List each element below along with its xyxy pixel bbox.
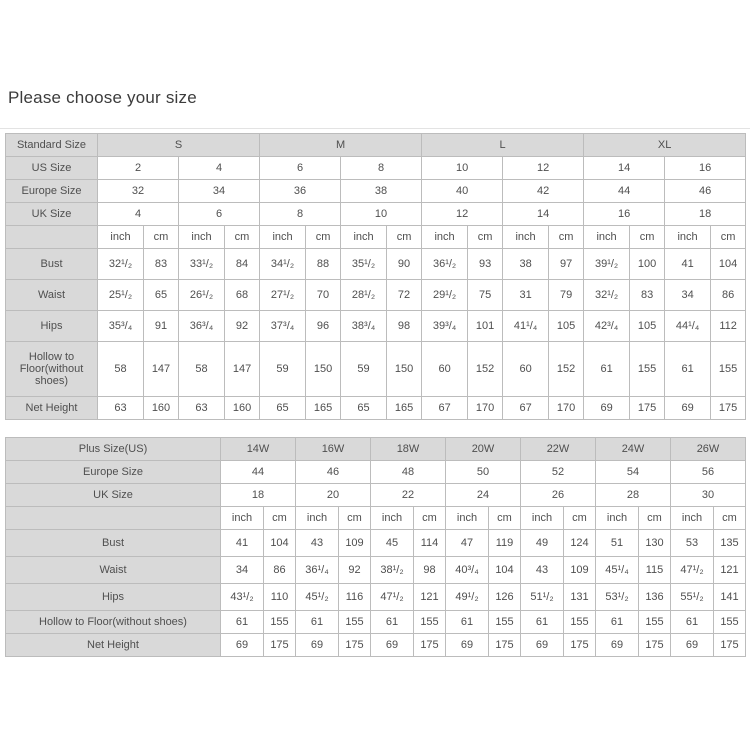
size-value-cell: 24 xyxy=(446,484,521,507)
size-value-cell: 34 xyxy=(179,180,260,203)
measurement-cell: 155 xyxy=(714,611,746,634)
size-value-cell: 44 xyxy=(221,461,296,484)
measurement-cell: 45 xyxy=(371,530,414,557)
measurement-cell: 98 xyxy=(387,311,422,342)
size-value-cell: 28 xyxy=(596,484,671,507)
size-value-cell: 20 xyxy=(296,484,371,507)
measurement-cell: 130 xyxy=(639,530,671,557)
measurement-cell: 97 xyxy=(549,249,584,280)
measurement-cell: 70 xyxy=(306,280,341,311)
measurement-cell: 61 xyxy=(446,611,489,634)
measurement-cell: 90 xyxy=(387,249,422,280)
measurement-cell: 83 xyxy=(630,280,665,311)
measurement-cell: 28¹/₂ xyxy=(341,280,387,311)
size-group-cell: XL xyxy=(584,134,746,157)
unit-inch-cell: inch xyxy=(446,507,489,530)
unit-inch-cell: inch xyxy=(596,507,639,530)
measurement-cell: 112 xyxy=(711,311,746,342)
measurement-cell: 63 xyxy=(179,397,225,420)
measurement-cell: 105 xyxy=(630,311,665,342)
measurement-cell: 25¹/₂ xyxy=(98,280,144,311)
measurement-cell: 69 xyxy=(221,634,264,657)
unit-inch-cell: inch xyxy=(341,226,387,249)
measurement-cell: 104 xyxy=(264,530,296,557)
measurement-cell: 39¹/₂ xyxy=(584,249,630,280)
measurement-cell: 65 xyxy=(260,397,306,420)
table-row xyxy=(6,249,746,280)
row-label-cell: Bust xyxy=(6,249,98,280)
unit-inch-cell: inch xyxy=(179,226,225,249)
row-label-cell: Hips xyxy=(6,311,98,342)
table-row xyxy=(6,530,746,557)
size-value-cell: 18 xyxy=(665,203,746,226)
measurement-cell: 61 xyxy=(665,342,711,397)
measurement-cell: 83 xyxy=(144,249,179,280)
measurement-cell: 53 xyxy=(671,530,714,557)
measurement-cell: 58 xyxy=(179,342,225,397)
measurement-cell: 109 xyxy=(564,557,596,584)
measurement-cell: 92 xyxy=(339,557,371,584)
table-row xyxy=(6,157,746,180)
measurement-cell: 26¹/₂ xyxy=(179,280,225,311)
measurement-cell: 150 xyxy=(387,342,422,397)
measurement-cell: 135 xyxy=(714,530,746,557)
measurement-cell: 38³/₄ xyxy=(341,311,387,342)
measurement-cell: 175 xyxy=(630,397,665,420)
unit-cm-cell: cm xyxy=(339,507,371,530)
size-value-cell: 10 xyxy=(341,203,422,226)
measurement-cell: 175 xyxy=(339,634,371,657)
size-value-cell: 6 xyxy=(179,203,260,226)
row-label-cell: Europe Size xyxy=(6,180,98,203)
measurement-cell: 36¹/₂ xyxy=(422,249,468,280)
measurement-cell: 67 xyxy=(422,397,468,420)
measurement-cell: 72 xyxy=(387,280,422,311)
standard-size-table-container xyxy=(5,133,746,420)
measurement-cell: 55¹/₂ xyxy=(671,584,714,611)
unit-cm-cell: cm xyxy=(714,507,746,530)
size-value-cell: 12 xyxy=(503,157,584,180)
measurement-cell: 126 xyxy=(489,584,521,611)
measurement-cell: 69 xyxy=(521,634,564,657)
measurement-cell: 141 xyxy=(714,584,746,611)
measurement-cell: 59 xyxy=(260,342,306,397)
measurement-cell: 43¹/₂ xyxy=(221,584,264,611)
measurement-cell: 104 xyxy=(489,557,521,584)
size-group-cell: 24W xyxy=(596,438,671,461)
measurement-cell: 38¹/₂ xyxy=(371,557,414,584)
unit-cm-cell: cm xyxy=(711,226,746,249)
size-group-cell: 14W xyxy=(221,438,296,461)
measurement-cell: 92 xyxy=(225,311,260,342)
unit-cm-cell: cm xyxy=(468,226,503,249)
table-row xyxy=(6,507,746,530)
measurement-cell: 47 xyxy=(446,530,489,557)
measurement-cell: 42³/₄ xyxy=(584,311,630,342)
row-label-cell: Waist xyxy=(6,280,98,311)
size-group-cell: 20W xyxy=(446,438,521,461)
size-value-cell: 6 xyxy=(260,157,341,180)
measurement-cell: 105 xyxy=(549,311,584,342)
measurement-cell: 41¹/₄ xyxy=(503,311,549,342)
size-value-cell: 4 xyxy=(98,203,179,226)
table-row xyxy=(6,557,746,584)
measurement-cell: 86 xyxy=(711,280,746,311)
size-value-cell: 16 xyxy=(665,157,746,180)
measurement-cell: 155 xyxy=(489,611,521,634)
measurement-cell: 41 xyxy=(665,249,711,280)
measurement-cell: 47¹/₂ xyxy=(371,584,414,611)
size-value-cell: 4 xyxy=(179,157,260,180)
measurement-cell: 35³/₄ xyxy=(98,311,144,342)
measurement-cell: 98 xyxy=(414,557,446,584)
table-row xyxy=(6,461,746,484)
measurement-cell: 175 xyxy=(264,634,296,657)
measurement-cell: 32¹/₂ xyxy=(98,249,144,280)
unit-cm-cell: cm xyxy=(387,226,422,249)
unit-inch-cell: inch xyxy=(296,507,339,530)
measurement-cell: 51 xyxy=(596,530,639,557)
unit-cm-cell: cm xyxy=(639,507,671,530)
plus-size-table-container xyxy=(5,437,746,657)
measurement-cell: 79 xyxy=(549,280,584,311)
unit-inch-cell: inch xyxy=(221,507,264,530)
size-group-cell: M xyxy=(260,134,422,157)
measurement-cell: 44¹/₄ xyxy=(665,311,711,342)
measurement-cell: 69 xyxy=(584,397,630,420)
measurement-cell: 160 xyxy=(144,397,179,420)
table-row xyxy=(6,484,746,507)
size-value-cell: 14 xyxy=(503,203,584,226)
unit-inch-cell: inch xyxy=(260,226,306,249)
measurement-cell: 68 xyxy=(225,280,260,311)
measurement-cell: 155 xyxy=(639,611,671,634)
size-group-cell: 26W xyxy=(671,438,746,461)
measurement-cell: 175 xyxy=(564,634,596,657)
measurement-cell: 155 xyxy=(264,611,296,634)
row-label-cell: Net Height xyxy=(6,634,221,657)
size-value-cell: 14 xyxy=(584,157,665,180)
size-value-cell: 10 xyxy=(422,157,503,180)
measurement-cell: 110 xyxy=(264,584,296,611)
measurement-cell: 109 xyxy=(339,530,371,557)
table-row xyxy=(6,311,746,342)
measurement-cell: 61 xyxy=(296,611,339,634)
size-value-cell: 46 xyxy=(296,461,371,484)
size-group-cell: 16W xyxy=(296,438,371,461)
size-value-cell: 40 xyxy=(422,180,503,203)
table-row xyxy=(6,203,746,226)
measurement-cell: 155 xyxy=(630,342,665,397)
size-value-cell: 32 xyxy=(98,180,179,203)
measurement-cell: 69 xyxy=(665,397,711,420)
measurement-cell: 116 xyxy=(339,584,371,611)
unit-inch-cell: inch xyxy=(521,507,564,530)
size-value-cell: 46 xyxy=(665,180,746,203)
measurement-cell: 121 xyxy=(414,584,446,611)
size-value-cell: 38 xyxy=(341,180,422,203)
measurement-cell: 124 xyxy=(564,530,596,557)
measurement-cell: 41 xyxy=(221,530,264,557)
row-label-cell: Hollow to Floor(without shoes) xyxy=(6,342,98,397)
measurement-cell: 100 xyxy=(630,249,665,280)
standard-size-table xyxy=(5,133,746,420)
size-value-cell: 54 xyxy=(596,461,671,484)
size-value-cell: 48 xyxy=(371,461,446,484)
measurement-cell: 155 xyxy=(564,611,596,634)
measurement-cell: 84 xyxy=(225,249,260,280)
measurement-cell: 152 xyxy=(549,342,584,397)
measurement-cell: 67 xyxy=(503,397,549,420)
measurement-cell: 136 xyxy=(639,584,671,611)
unit-cm-cell: cm xyxy=(225,226,260,249)
measurement-cell: 155 xyxy=(414,611,446,634)
measurement-cell: 29¹/₂ xyxy=(422,280,468,311)
measurement-cell: 175 xyxy=(489,634,521,657)
measurement-cell: 114 xyxy=(414,530,446,557)
size-value-cell: 52 xyxy=(521,461,596,484)
unit-cm-cell: cm xyxy=(549,226,584,249)
row-label-cell: UK Size xyxy=(6,203,98,226)
measurement-cell: 119 xyxy=(489,530,521,557)
unit-cm-cell: cm xyxy=(306,226,341,249)
row-label-cell: Hips xyxy=(6,584,221,611)
corner-empty-cell xyxy=(6,226,98,249)
measurement-cell: 61 xyxy=(584,342,630,397)
size-value-cell: 18 xyxy=(221,484,296,507)
measurement-cell: 63 xyxy=(98,397,144,420)
measurement-cell: 155 xyxy=(339,611,371,634)
unit-inch-cell: inch xyxy=(665,226,711,249)
unit-cm-cell: cm xyxy=(414,507,446,530)
corner-label-cell: Plus Size(US) xyxy=(6,438,221,461)
unit-cm-cell: cm xyxy=(144,226,179,249)
measurement-cell: 115 xyxy=(639,557,671,584)
table-row xyxy=(6,438,746,461)
measurement-cell: 86 xyxy=(264,557,296,584)
measurement-cell: 147 xyxy=(225,342,260,397)
measurement-cell: 121 xyxy=(714,557,746,584)
measurement-cell: 65 xyxy=(144,280,179,311)
measurement-cell: 69 xyxy=(371,634,414,657)
measurement-cell: 69 xyxy=(671,634,714,657)
measurement-cell: 34¹/₂ xyxy=(260,249,306,280)
table-row xyxy=(6,134,746,157)
measurement-cell: 91 xyxy=(144,311,179,342)
size-group-cell: S xyxy=(98,134,260,157)
measurement-cell: 33¹/₂ xyxy=(179,249,225,280)
measurement-cell: 61 xyxy=(671,611,714,634)
corner-label-cell: Standard Size xyxy=(6,134,98,157)
measurement-cell: 69 xyxy=(446,634,489,657)
measurement-cell: 88 xyxy=(306,249,341,280)
size-value-cell: 2 xyxy=(98,157,179,180)
title-divider xyxy=(0,128,750,129)
size-value-cell: 8 xyxy=(260,203,341,226)
size-value-cell: 36 xyxy=(260,180,341,203)
measurement-cell: 61 xyxy=(371,611,414,634)
measurement-cell: 45¹/₄ xyxy=(596,557,639,584)
measurement-cell: 61 xyxy=(596,611,639,634)
size-group-cell: 22W xyxy=(521,438,596,461)
measurement-cell: 165 xyxy=(306,397,341,420)
size-value-cell: 26 xyxy=(521,484,596,507)
unit-cm-cell: cm xyxy=(630,226,665,249)
table-row xyxy=(6,634,746,657)
measurement-cell: 101 xyxy=(468,311,503,342)
table-row xyxy=(6,584,746,611)
plus-size-table xyxy=(5,437,746,657)
table-row xyxy=(6,397,746,420)
unit-inch-cell: inch xyxy=(422,226,468,249)
measurement-cell: 27¹/₂ xyxy=(260,280,306,311)
size-value-cell: 50 xyxy=(446,461,521,484)
measurement-cell: 175 xyxy=(414,634,446,657)
measurement-cell: 53¹/₂ xyxy=(596,584,639,611)
measurement-cell: 155 xyxy=(711,342,746,397)
size-value-cell: 30 xyxy=(671,484,746,507)
measurement-cell: 160 xyxy=(225,397,260,420)
table-row xyxy=(6,180,746,203)
row-label-cell: Europe Size xyxy=(6,461,221,484)
measurement-cell: 131 xyxy=(564,584,596,611)
measurement-cell: 104 xyxy=(711,249,746,280)
page-title: Please choose your size xyxy=(8,88,197,107)
row-label-cell: Bust xyxy=(6,530,221,557)
measurement-cell: 32¹/₂ xyxy=(584,280,630,311)
row-label-cell: Net Height xyxy=(6,397,98,420)
table-row xyxy=(6,342,746,397)
measurement-cell: 147 xyxy=(144,342,179,397)
measurement-cell: 51¹/₂ xyxy=(521,584,564,611)
measurement-cell: 75 xyxy=(468,280,503,311)
measurement-cell: 49 xyxy=(521,530,564,557)
measurement-cell: 165 xyxy=(387,397,422,420)
measurement-cell: 40³/₄ xyxy=(446,557,489,584)
unit-inch-cell: inch xyxy=(98,226,144,249)
measurement-cell: 34 xyxy=(221,557,264,584)
table-row xyxy=(6,280,746,311)
row-label-cell: Hollow to Floor(without shoes) xyxy=(6,611,221,634)
measurement-cell: 93 xyxy=(468,249,503,280)
measurement-cell: 36³/₄ xyxy=(179,311,225,342)
measurement-cell: 59 xyxy=(341,342,387,397)
measurement-cell: 96 xyxy=(306,311,341,342)
measurement-cell: 175 xyxy=(714,634,746,657)
measurement-cell: 39³/₄ xyxy=(422,311,468,342)
measurement-cell: 69 xyxy=(596,634,639,657)
measurement-cell: 61 xyxy=(521,611,564,634)
measurement-cell: 34 xyxy=(665,280,711,311)
unit-inch-cell: inch xyxy=(503,226,549,249)
size-value-cell: 44 xyxy=(584,180,665,203)
measurement-cell: 49¹/₂ xyxy=(446,584,489,611)
table-row xyxy=(6,226,746,249)
measurement-cell: 47¹/₂ xyxy=(671,557,714,584)
measurement-cell: 65 xyxy=(341,397,387,420)
size-group-cell: 18W xyxy=(371,438,446,461)
size-value-cell: 8 xyxy=(341,157,422,180)
measurement-cell: 150 xyxy=(306,342,341,397)
size-value-cell: 42 xyxy=(503,180,584,203)
measurement-cell: 152 xyxy=(468,342,503,397)
measurement-cell: 170 xyxy=(549,397,584,420)
unit-cm-cell: cm xyxy=(564,507,596,530)
size-value-cell: 22 xyxy=(371,484,446,507)
measurement-cell: 36¹/₄ xyxy=(296,557,339,584)
row-label-cell: US Size xyxy=(6,157,98,180)
size-group-cell: L xyxy=(422,134,584,157)
table-row xyxy=(6,611,746,634)
size-value-cell: 12 xyxy=(422,203,503,226)
size-value-cell: 16 xyxy=(584,203,665,226)
measurement-cell: 69 xyxy=(296,634,339,657)
measurement-cell: 175 xyxy=(711,397,746,420)
measurement-cell: 60 xyxy=(503,342,549,397)
unit-inch-cell: inch xyxy=(671,507,714,530)
corner-empty-cell xyxy=(6,507,221,530)
measurement-cell: 35¹/₂ xyxy=(341,249,387,280)
measurement-cell: 170 xyxy=(468,397,503,420)
measurement-cell: 38 xyxy=(503,249,549,280)
measurement-cell: 61 xyxy=(221,611,264,634)
row-label-cell: Waist xyxy=(6,557,221,584)
measurement-cell: 60 xyxy=(422,342,468,397)
measurement-cell: 31 xyxy=(503,280,549,311)
unit-inch-cell: inch xyxy=(584,226,630,249)
size-value-cell: 56 xyxy=(671,461,746,484)
measurement-cell: 43 xyxy=(296,530,339,557)
row-label-cell: UK Size xyxy=(6,484,221,507)
measurement-cell: 37³/₄ xyxy=(260,311,306,342)
unit-cm-cell: cm xyxy=(489,507,521,530)
measurement-cell: 43 xyxy=(521,557,564,584)
measurement-cell: 175 xyxy=(639,634,671,657)
measurement-cell: 45¹/₂ xyxy=(296,584,339,611)
unit-cm-cell: cm xyxy=(264,507,296,530)
unit-inch-cell: inch xyxy=(371,507,414,530)
measurement-cell: 58 xyxy=(98,342,144,397)
